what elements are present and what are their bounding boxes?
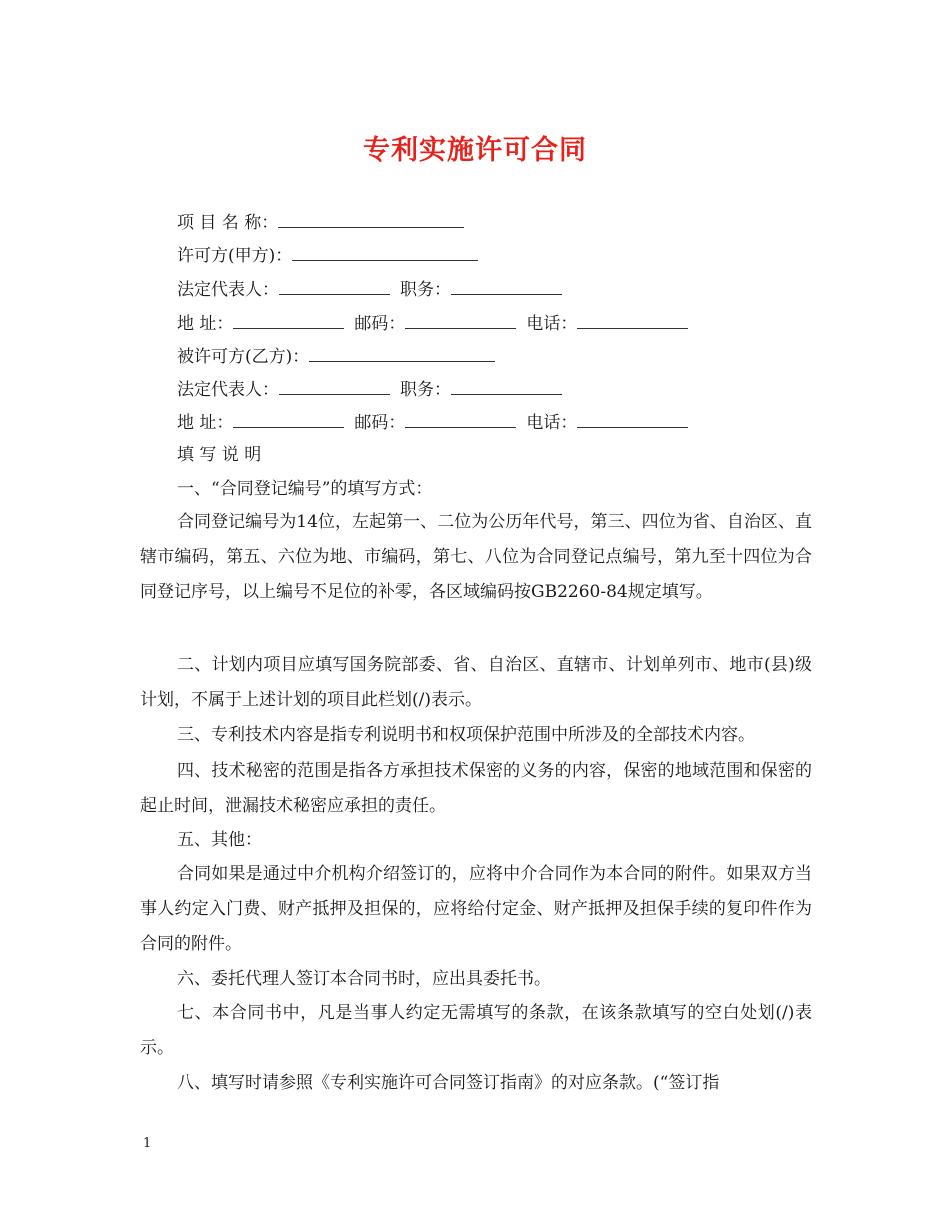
licensor-address-blank[interactable]	[233, 312, 344, 329]
licensor-field	[177, 244, 478, 267]
licensor-phone-blank[interactable]	[577, 312, 688, 329]
licensee-rep-blank[interactable]	[279, 378, 390, 395]
licensee-position-blank[interactable]	[451, 378, 562, 395]
licensee-field	[177, 345, 495, 368]
licensor-postcode-blank[interactable]	[405, 312, 516, 329]
licensor-phone-label: 电话：	[526, 314, 578, 334]
licensor-rep-blank[interactable]	[279, 278, 390, 295]
page-number: 1	[143, 1136, 152, 1151]
project-name-label: 项 目 名 称：	[177, 213, 279, 233]
licensor-label: 许可方(甲方)：	[177, 246, 293, 266]
licensor-rep-label: 法定代表人：	[177, 280, 279, 300]
instructions-heading: 填 写 说 明	[177, 445, 262, 465]
licensor-blank[interactable]	[292, 244, 478, 261]
project-name-blank[interactable]	[278, 211, 464, 228]
licensee-position-label: 职务：	[400, 380, 451, 400]
instruction-item-1-heading: 一、“合同登记编号”的填写方式：	[177, 479, 433, 499]
licensee-blank[interactable]	[309, 345, 495, 362]
licensor-postcode-label: 邮码：	[354, 314, 406, 334]
licensor-position-blank[interactable]	[451, 278, 562, 295]
instruction-item-6: 六、委托代理人签订本合同书时，应出具委托书。	[177, 969, 551, 989]
licensee-rep-label: 法定代表人：	[177, 380, 279, 400]
licensor-address-row	[177, 312, 688, 335]
instruction-item-3: 三、专利技术内容是指专利说明书和权项保护范围中所涉及的全部技术内容。	[177, 725, 755, 745]
licensor-position-label: 职务：	[400, 280, 451, 300]
project-name-field	[177, 211, 464, 234]
licensor-address-label: 地 址：	[177, 314, 234, 334]
licensee-address-blank[interactable]	[233, 411, 344, 428]
licensee-address-row	[177, 411, 688, 434]
licensor-rep-row	[177, 278, 562, 301]
licensee-label: 被许可方(乙方)：	[177, 347, 310, 367]
licensee-rep-row	[177, 378, 562, 401]
instruction-item-2: 二、计划内项目应填写国务院部委、省、自治区、直辖市、计划单列市、地市(县)级计划，不属于上述计划的项目此栏划(/)表示。	[140, 655, 812, 710]
instruction-item-7: 七、本合同书中，凡是当事人约定无需填写的条款，在该条款填写的空白处划(/)表示。	[140, 1003, 812, 1058]
licensee-postcode-blank[interactable]	[405, 411, 516, 428]
licensee-address-label: 地 址：	[177, 413, 234, 433]
contract-title: 专利实施许可合同	[363, 135, 587, 166]
instruction-item-5-heading: 五、其他：	[177, 830, 262, 850]
licensee-phone-blank[interactable]	[577, 411, 688, 428]
instruction-item-8: 八、填写时请参照《专利实施许可合同签订指南》的对应条款。(“签订指	[177, 1073, 720, 1093]
instruction-item-1-body: 合同登记编号为14位，左起第一、二位为公历年代号，第三、四位为省、自治区、直辖市编码，第五、六位为地、市编码，第七、八位为合同登记点编号，第九至十四位为合同登记序号，以上编号不足位的补零，各区域编码按GB2260-84规定填写。	[140, 512, 812, 602]
instruction-item-5-body: 合同如果是通过中介机构介绍签订的，应将中介合同作为本合同的附件。如果双方当事人约定入门费、财产抵押及担保的，应将给付定金、财产抵押及担保手续的复印件作为合同的附件。	[140, 864, 812, 954]
licensee-phone-label: 电话：	[526, 413, 578, 433]
licensee-postcode-label: 邮码：	[354, 413, 406, 433]
instruction-item-4: 四、技术秘密的范围是指各方承担技术保密的义务的内容，保密的地域范围和保密的起止时间，泄漏技术秘密应承担的责任。	[140, 761, 812, 816]
